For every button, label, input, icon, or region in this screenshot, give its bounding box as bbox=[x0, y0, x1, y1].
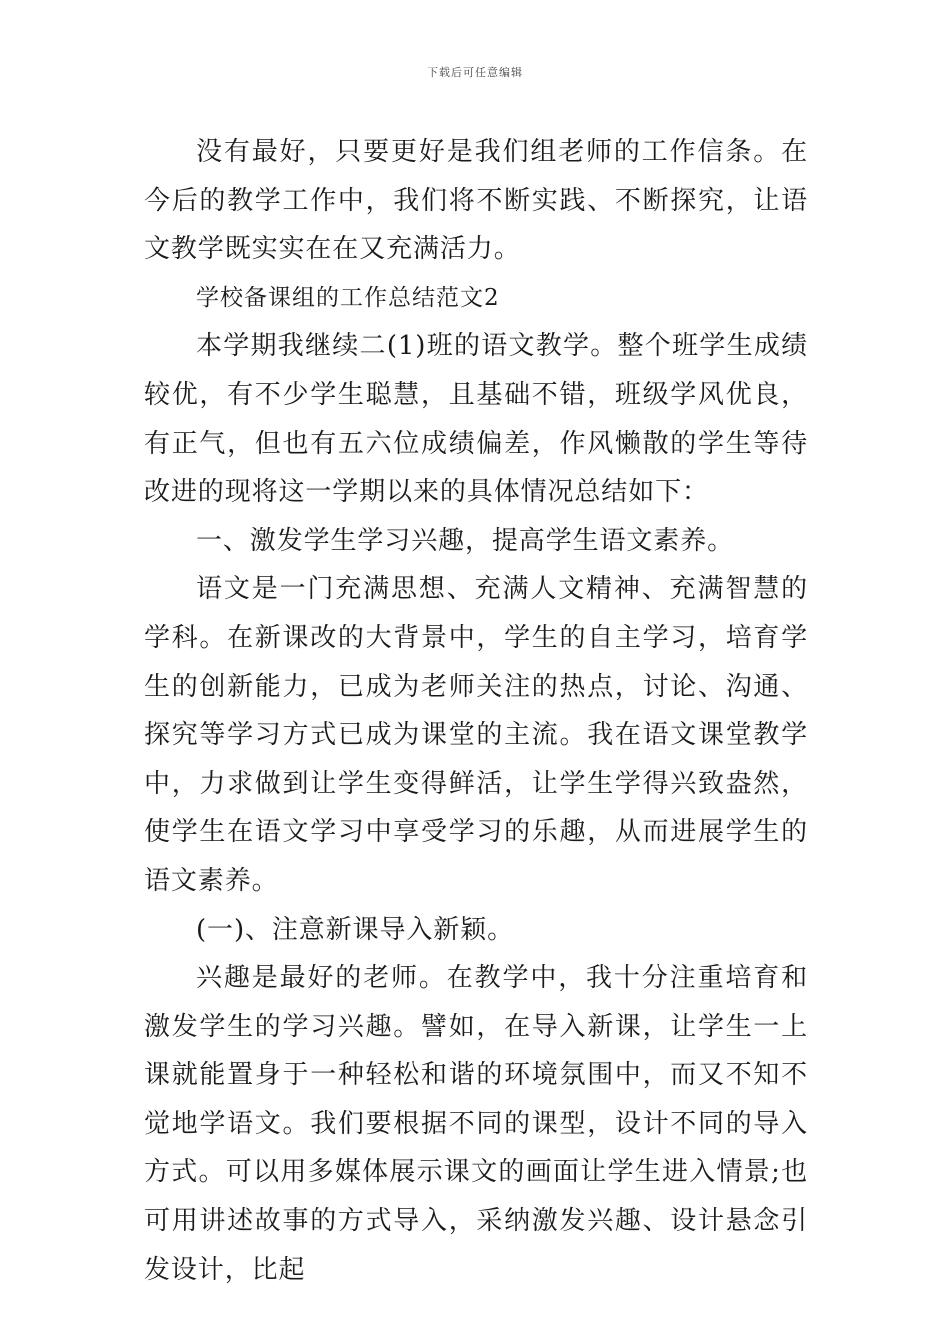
section-heading-1: 一、激发学生学习兴趣，提高学生语文素养。 bbox=[196, 525, 735, 556]
subsection-heading-1: (一)、注意新课导入新颖。 bbox=[196, 914, 514, 945]
paragraph-closing-statement: 没有最好，只要更好是我们组老师的工作信条。在今后的教学工作中，我们将不断实践、不断探究，让语文教学既实实在在又充满活力。 bbox=[144, 137, 808, 265]
paragraph-interest-teacher: 兴趣是最好的老师。在教学中，我十分注重培育和激发学生的学习兴趣。譬如，在导入新课，让学生一上课就能置身于一种轻松和谐的环境氛围中，而又不知不觉地学语文。我们要根据不同的课型，设计不同的导入方式。可以用多媒体展示课文的画面让学生进入情景;也可用讲述故事的方式导入，采纳激发兴趣、设计悬念引发设计，比起 bbox=[144, 963, 808, 1285]
document-body bbox=[144, 128, 808, 1294]
paragraph-chinese-subject: 语文是一门充满思想、充满人文精神、充满智慧的学科。在新课改的大背景中，学生的自主学习，培育学生的创新能力，已成为老师关注的热点，讨论、沟通、探究等学习方式已成为课堂的主流。我在语文课堂教学中，力求做到让学生变得鲜活，让学生学得兴致盎然，使学生在语文学习中享受学习的乐趣，从而进展学生的语文素养。 bbox=[144, 574, 808, 896]
page-header-note: 下载后可任意编辑 bbox=[427, 66, 523, 79]
paragraph-class-overview: 本学期我继续二(1)班的语文教学。整个班学生成绩较优，有不少学生聪慧，且基础不错，班级学风优良，有正气，但也有五六位成绩偏差，作风懒散的学生等待改进的现将这一学期以来的具体情况总结如下： bbox=[144, 331, 808, 508]
section-title: 学校备课组的工作总结范文2 bbox=[196, 284, 500, 311]
